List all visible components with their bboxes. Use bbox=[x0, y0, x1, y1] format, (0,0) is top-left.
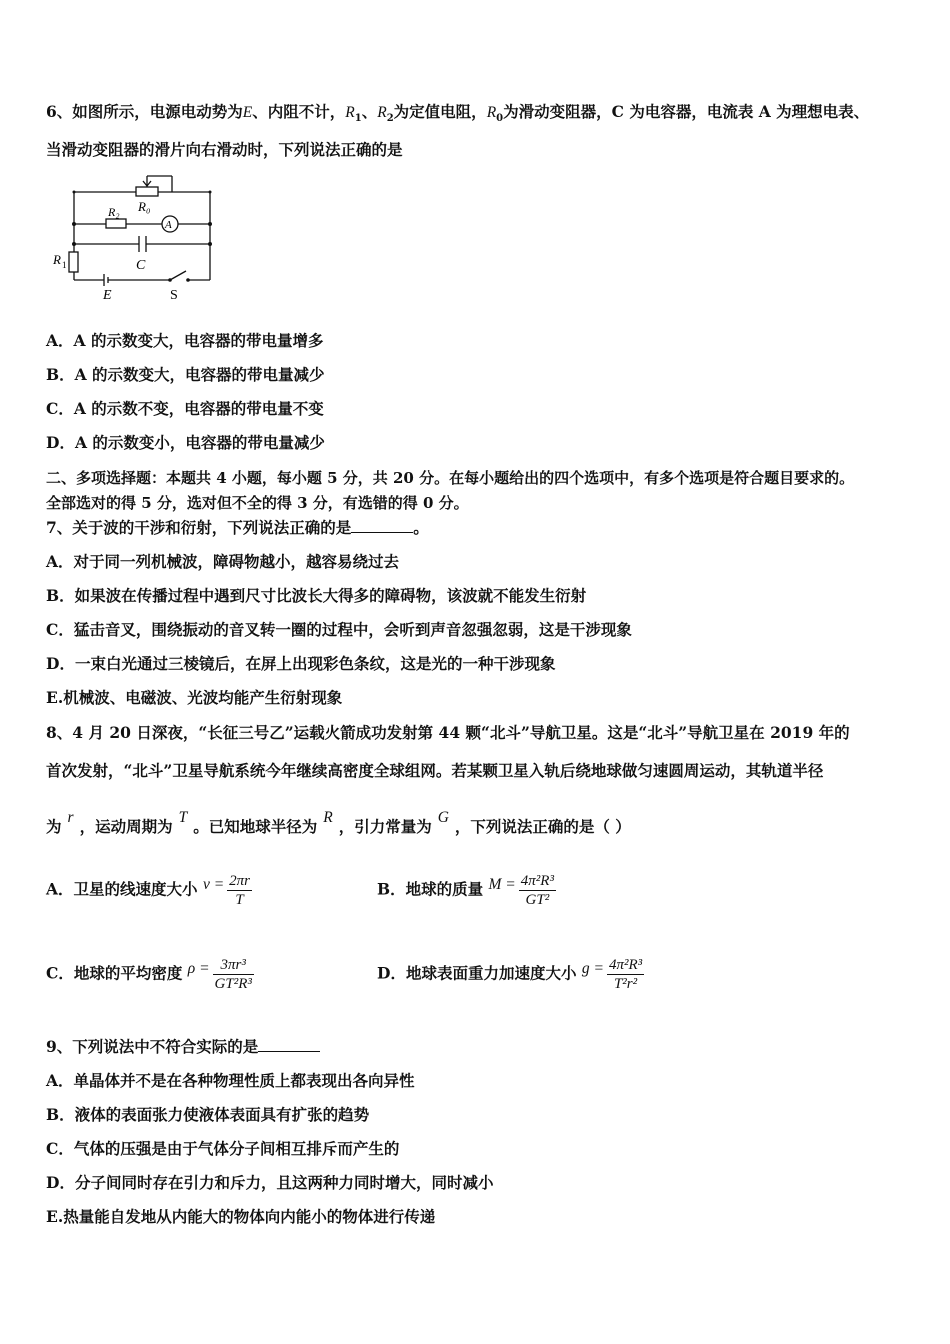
q7-option-b: B．如果波在传播过程中遇到尺寸比波长大得多的障碍物，该波就不能发生衍射 bbox=[46, 586, 587, 605]
q8-stem-line3 bbox=[46, 809, 631, 839]
q8-option-c-denominator: GT²R³ bbox=[214, 976, 252, 992]
q8-var-big-r: R bbox=[323, 809, 333, 826]
q8-option-d-lhs: g = bbox=[581, 959, 604, 977]
q8-var-t: T bbox=[178, 809, 188, 826]
q6-sep: 、 bbox=[361, 102, 378, 121]
q8-stem-line1: 8、4 月 20 日深夜，“长征三号乙”运载火箭成功发射第 44 颗“北斗”导航卫星。这是“北斗”导航卫星在 2019 年的 bbox=[46, 723, 850, 742]
q7-stem-end: 。 bbox=[413, 518, 429, 537]
q8-option-d-label: D．地球表面重力加速度大小 bbox=[377, 963, 577, 983]
q6-var-e: E bbox=[242, 104, 253, 121]
q8-option-b-label: B．地球的质量 bbox=[377, 879, 484, 899]
q8-option-b-numerator: 4π²R³ bbox=[520, 873, 554, 889]
q9-option-a: A．单晶体并不是在各种物理性质上都表现出各向异性 bbox=[46, 1071, 415, 1090]
q9-stem bbox=[46, 1036, 320, 1058]
q6-option-c: C．A 的示数不变，电容器的带电量不变 bbox=[46, 399, 324, 418]
q8-option-d-fraction bbox=[607, 956, 644, 993]
q6-option-d: D．A 的示数变小，电容器的带电量减少 bbox=[46, 433, 325, 452]
q8-line3-t1: 为 bbox=[46, 817, 62, 836]
circuit-label-r2: R₂ bbox=[108, 205, 120, 219]
q6-sub-0: 0 bbox=[496, 113, 504, 125]
q9-stem-text: 9、下列说法中不符合实际的是 bbox=[46, 1037, 259, 1056]
circuit-diagram bbox=[50, 170, 220, 305]
q8-option-b-fraction bbox=[519, 872, 556, 909]
q6-var-r0: R bbox=[486, 104, 497, 121]
q8-option-a-denominator: T bbox=[235, 892, 244, 908]
q7-stem bbox=[46, 517, 429, 539]
q6-sub-2: 2 bbox=[386, 113, 394, 125]
circuit-label-c: C bbox=[136, 258, 146, 273]
q8-option-c-fraction bbox=[213, 956, 254, 993]
q8-option-d-numerator: 4π²R³ bbox=[608, 957, 643, 973]
q8-option-a-label: A．卫星的线速度大小 bbox=[46, 879, 198, 899]
q9-option-e: E.热量能自发地从内能大的物体向内能小的物体进行传递 bbox=[46, 1207, 436, 1226]
q8-option-a bbox=[46, 872, 252, 909]
q8-option-a-lhs: v = bbox=[202, 875, 225, 893]
q8-option-c-label: C．地球的平均密度 bbox=[46, 963, 183, 983]
q7-option-e: E.机械波、电磁波、光波均能产生衍射现象 bbox=[46, 688, 343, 707]
circuit-label-r1: R bbox=[53, 252, 61, 267]
q9-answer-blank bbox=[258, 1037, 320, 1052]
q6-stem-line2: 当滑动变阻器的滑片向右滑动时，下列说法正确的是 bbox=[46, 140, 403, 159]
q8-option-c-lhs: ρ = bbox=[187, 959, 210, 977]
q9-option-d: D．分子间同时存在引力和斥力，且这两种力同时增大，同时减小 bbox=[46, 1173, 494, 1192]
q6-sub-1: 1 bbox=[354, 113, 362, 125]
q6-option-a: A．A 的示数变大，电容器的带电量增多 bbox=[46, 331, 324, 350]
section2-line1: 二、多项选择题：本题共 4 小题，每小题 5 分，共 20 分。在每小题给出的四个选项中，有多个选项是符合题目要求的。 bbox=[46, 469, 855, 487]
q8-var-g: G bbox=[437, 809, 449, 826]
q6-stem-line1 bbox=[46, 101, 869, 130]
q9-option-c: C．气体的压强是由于气体分子间相互排斥而产生的 bbox=[46, 1139, 400, 1158]
q8-option-c bbox=[46, 956, 254, 993]
q8-line3-t3: 。已知地球半径为 bbox=[193, 817, 318, 836]
q8-line3-t5: ，下列说法正确的是（ ） bbox=[454, 817, 631, 836]
q6-stem-b: 、内阻不计， bbox=[252, 102, 346, 121]
q7-option-d: D．一束白光通过三棱镜后，在屏上出现彩色条纹，这是光的一种干涉现象 bbox=[46, 654, 556, 673]
q6-var-r1: R bbox=[345, 104, 355, 121]
q6-var-r2: R bbox=[377, 104, 387, 121]
q8-line3-t4: ，引力常量为 bbox=[338, 817, 432, 836]
q8-option-d bbox=[377, 956, 644, 993]
circuit-label-r1-sub: 1 bbox=[62, 260, 67, 270]
q8-option-c-numerator: 3πr³ bbox=[213, 956, 254, 975]
q7-option-a: A．对于同一列机械波，障碍物越小，越容易绕过去 bbox=[46, 552, 400, 571]
q8-stem-line2: 首次发射，“北斗”卫星导航系统今年继续高密度全球组网。若某颗卫星入轨后绕地球做匀速圆周运动，其轨道半径 bbox=[46, 761, 824, 780]
section2-line2: 全部选对的得 5 分，选对但不全的得 3 分，有选错的得 0 分。 bbox=[46, 494, 469, 512]
q8-option-b-denominator: GT² bbox=[525, 892, 550, 908]
q6-stem-a: 6、如图所示，电源电动势为 bbox=[46, 102, 243, 121]
q8-option-b-lhs: M = bbox=[488, 875, 516, 893]
circuit-label-s: S bbox=[170, 288, 178, 303]
q8-var-r: r bbox=[67, 809, 74, 826]
q8-line3-t2: ，运动周期为 bbox=[79, 817, 173, 836]
q6-stem-d: 为滑动变阻器，C 为电容器，电流表 A 为理想电表、 bbox=[503, 102, 870, 121]
q7-stem-text: 7、关于波的干涉和衍射，下列说法正确的是 bbox=[46, 518, 352, 537]
q8-option-a-numerator: 2πr bbox=[229, 873, 251, 889]
q6-option-b: B．A 的示数变大，电容器的带电量减少 bbox=[46, 365, 325, 384]
circuit-label-r0: R₀ bbox=[138, 199, 151, 214]
q9-option-b: B．液体的表面张力使液体表面具有扩张的趋势 bbox=[46, 1105, 370, 1124]
q8-option-b bbox=[377, 872, 556, 909]
q8-option-d-denominator: T²r² bbox=[613, 976, 638, 992]
circuit-label-a: A bbox=[165, 219, 172, 231]
q6-stem-c: 为定值电阻， bbox=[393, 102, 487, 121]
q8-option-a-fraction bbox=[227, 872, 252, 909]
circuit-label-e: E bbox=[103, 288, 112, 303]
q7-answer-blank bbox=[351, 518, 413, 533]
q7-option-c: C．猛击音叉，围绕振动的音叉转一圈的过程中，会听到声音忽强忽弱，这是干涉现象 bbox=[46, 620, 632, 639]
